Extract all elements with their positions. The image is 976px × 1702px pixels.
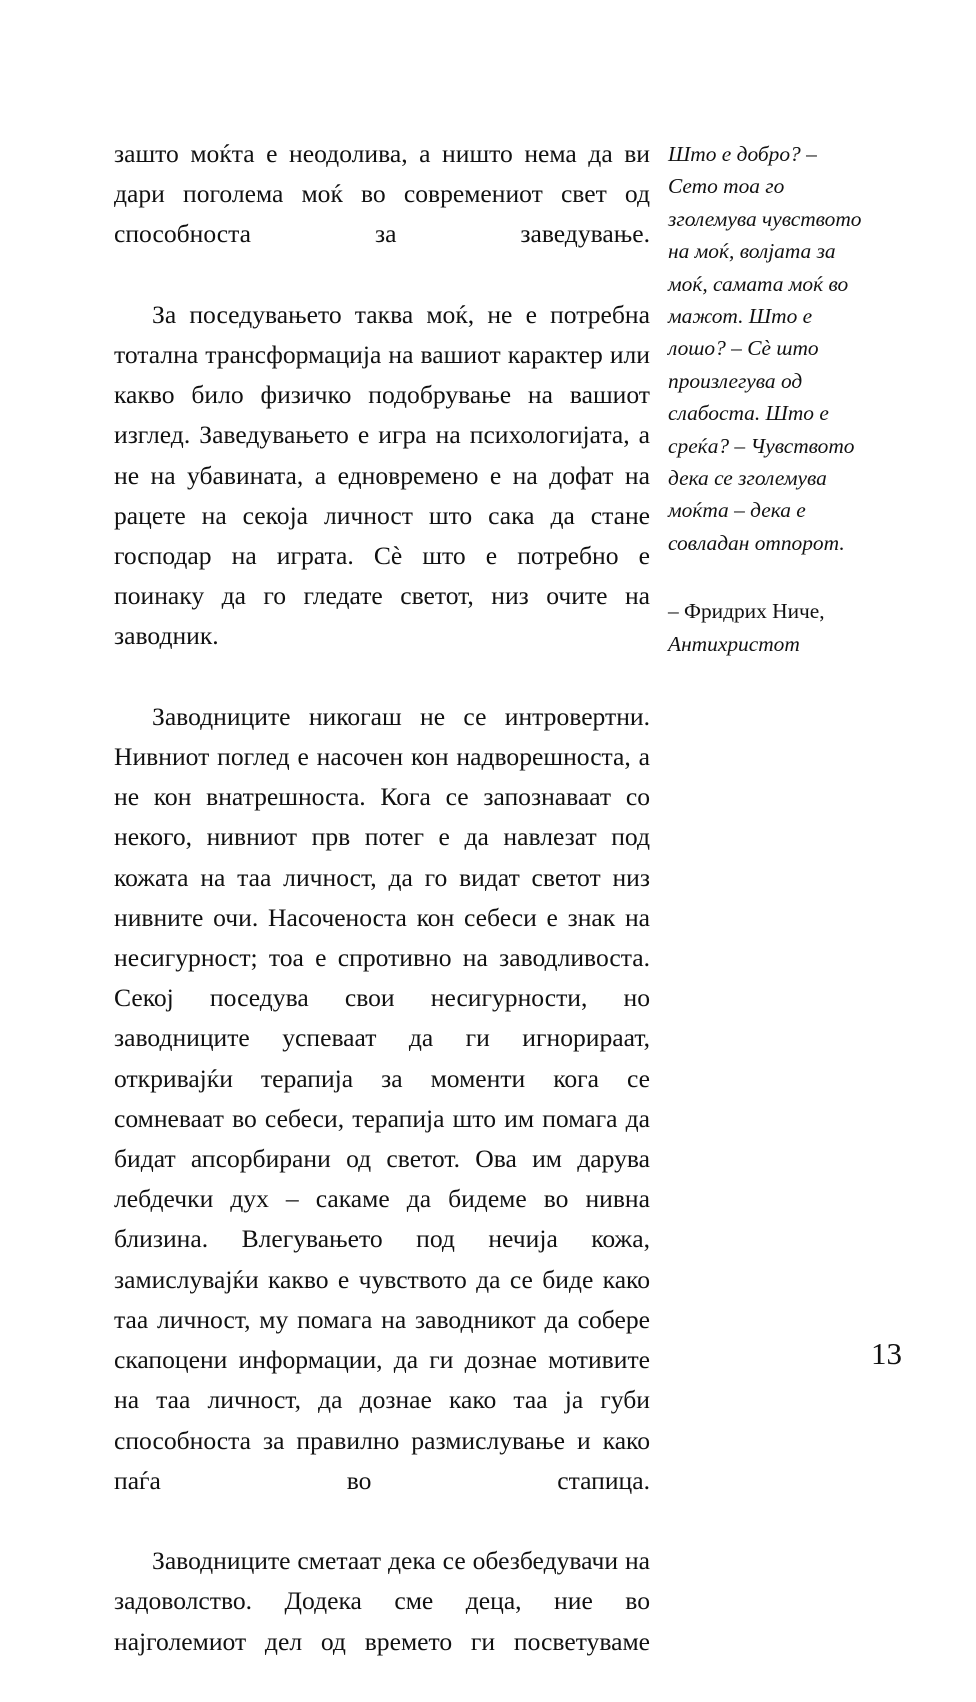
main-text-column	[114, 134, 650, 1702]
body-paragraph: Заводниците сметаат дека се обезбедувачи на задоволство. Додека сме деца, ние во најголемиот дел од времето ги посветуваме	[114, 1546, 650, 1656]
margin-note-attribution	[668, 559, 868, 660]
body-paragraph: Заводниците никогаш не се интровертни. Нивниот поглед е насочен кон надворешноста, а не кон внатрешноста. Кога се запознаваат со некого, нивниот прв потег е да навлезат под кожата на таа личност, да го видат светот низ нивните очи. Насоченоста кон себеси е знак на несигурност; тоа е спротивно на заводливоста. Секој поседува свои несигурности, но заводниците успеваат да ги игнорираат, откривајќи терапија за моменти кога се сомневаат во себеси, терапија што им помага да бидат апсорбирани од светот. Ова им дарува лебдечки дух – сакаме да бидеме во нивна близина. Влегувањето под нечија кожа, замислувајќи какво е чувството да се биде како таа личност, му помага на заводникот да собере скапоцени информации, да ги дознае мотивите на таа личност, да дознае како таа ја губи способноста за правилно размислување и како паѓа во стапица.	[114, 701, 650, 1495]
body-paragraph: За поседувањето таква моќ, не е потребна тотална трансформација на вашиот карактер или какво било физичко подобрување на вашиот изглед. Заведувањето е игра на психологијата, а не на убавината, а едновремено е на дофат на рацете на секоја личност што сака да стане господар на играта. Сè што е потребно е поинаку да го гледате светот, низ очите на заводник.	[114, 299, 650, 651]
attribution-work-title: Антихристот	[668, 631, 800, 656]
attribution-author: – Фридрих Ниче,	[668, 599, 825, 624]
margin-note-quote: Што е добро? – Сето тоа го зголемува чувството на моќ, волјата за моќ, самата моќ во мажот. Што е лошо? – Сè што произлегува од слабоста. Што е среќа? – Чувството дека се зголемува моќта – дека е совладан отпорот.	[668, 142, 862, 555]
page-number: 13	[871, 1336, 902, 1371]
body-paragraph: зашто моќта е неодолива, а ништо нема да ви дари поголема моќ во современиот свет од способноста за заведување.	[114, 139, 650, 249]
margin-note	[668, 138, 868, 660]
